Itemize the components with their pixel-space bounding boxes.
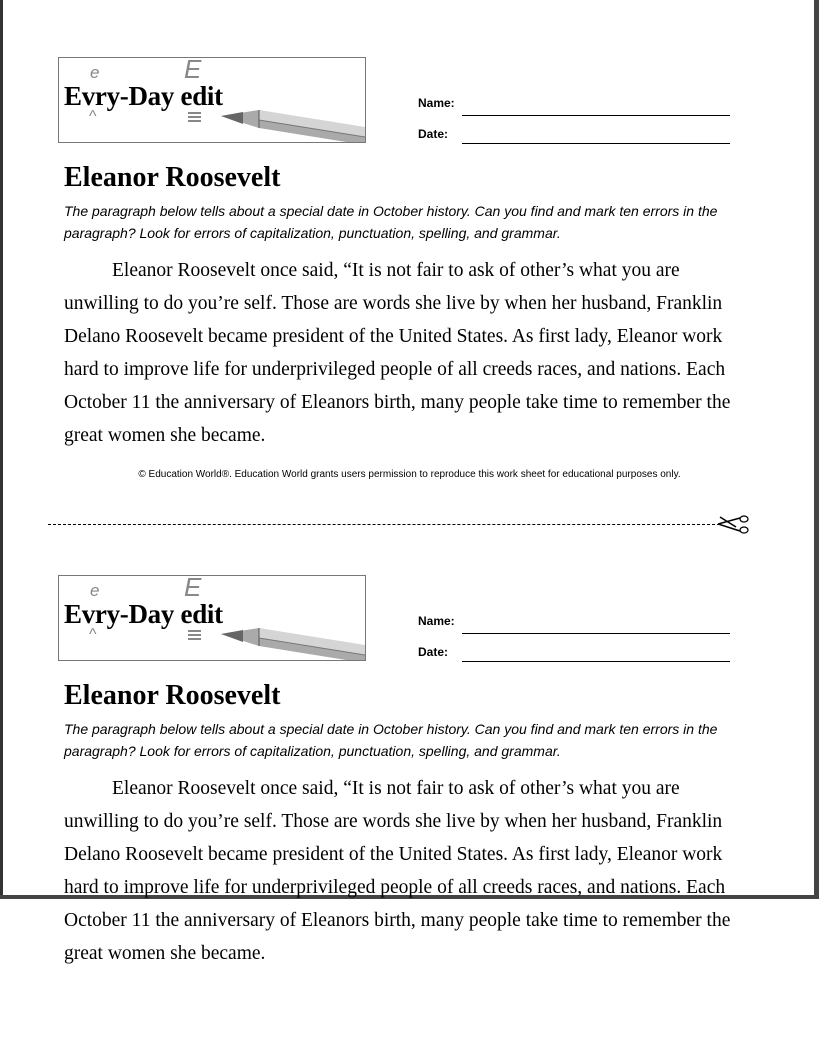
date-label: Date: [418,645,449,659]
pencil-icon [221,102,366,143]
pencil-icon [221,620,366,661]
logo-underline-mark [188,112,201,124]
worksheet-title: Eleanor Roosevelt [64,680,281,711]
every-day-edit-logo [58,575,366,661]
date-field[interactable] [462,130,730,144]
instructions: The paragraph below tells about a special date in October history. Can you find and mark ten errors in the paragraph? Look for errors of capitalization, punctuation, spelling, and grammar. [64,203,718,241]
edit-paragraph: Eleanor Roosevelt once said, “It is not fair to ask of other’s what you are unwilling to do you’re self. Those are words she live by when her husband, Franklin Delano Roosevelt became president of the United States. As first lady, Eleanor work hard to improve life for underprivileged people of all creeds races, and nations. Each October 11 the anniversary of Eleanors birth, many people take time to remember the great women she became. [64,778,731,964]
logo-cap-mark: E [184,575,202,602]
logo-caret: ^ [89,626,97,643]
date-label: Date: [418,127,449,141]
name-field[interactable] [462,102,730,116]
logo-underline-mark [188,630,201,642]
logo-text: Evry-Day edit [64,599,223,629]
date-field[interactable] [462,648,730,662]
worksheet-bottom [0,518,819,1038]
logo-insert-mark: e [90,581,100,600]
edit-paragraph: Eleanor Roosevelt once said, “It is not fair to ask of other’s what you are unwilling to do you’re self. Those are words she live by when her husband, Franklin Delano Roosevelt became president of the United States. As first lady, Eleanor work hard to improve life for underprivileged people of all creeds races, and nations. Each October 11 the anniversary of Eleanors birth, many people take time to remember the great women she became. [64,260,731,446]
name-label: Name: [418,614,455,628]
logo-text: Evry-Day edit [64,81,223,111]
every-day-edit-logo [58,57,366,143]
name-field[interactable] [462,620,730,634]
copyright-notice: © Education World®. Education World grants users permission to reproduce this work sheet for educational purposes only. [138,469,681,480]
instructions: The paragraph below tells about a special date in October history. Can you find and mark ten errors in the paragraph? Look for errors of capitalization, punctuation, spelling, and grammar. [64,721,718,759]
logo-caret: ^ [89,108,97,125]
logo-insert-mark: e [90,63,100,82]
worksheet-title: Eleanor Roosevelt [64,162,281,193]
name-label: Name: [418,96,455,110]
logo-cap-mark: E [184,57,202,84]
